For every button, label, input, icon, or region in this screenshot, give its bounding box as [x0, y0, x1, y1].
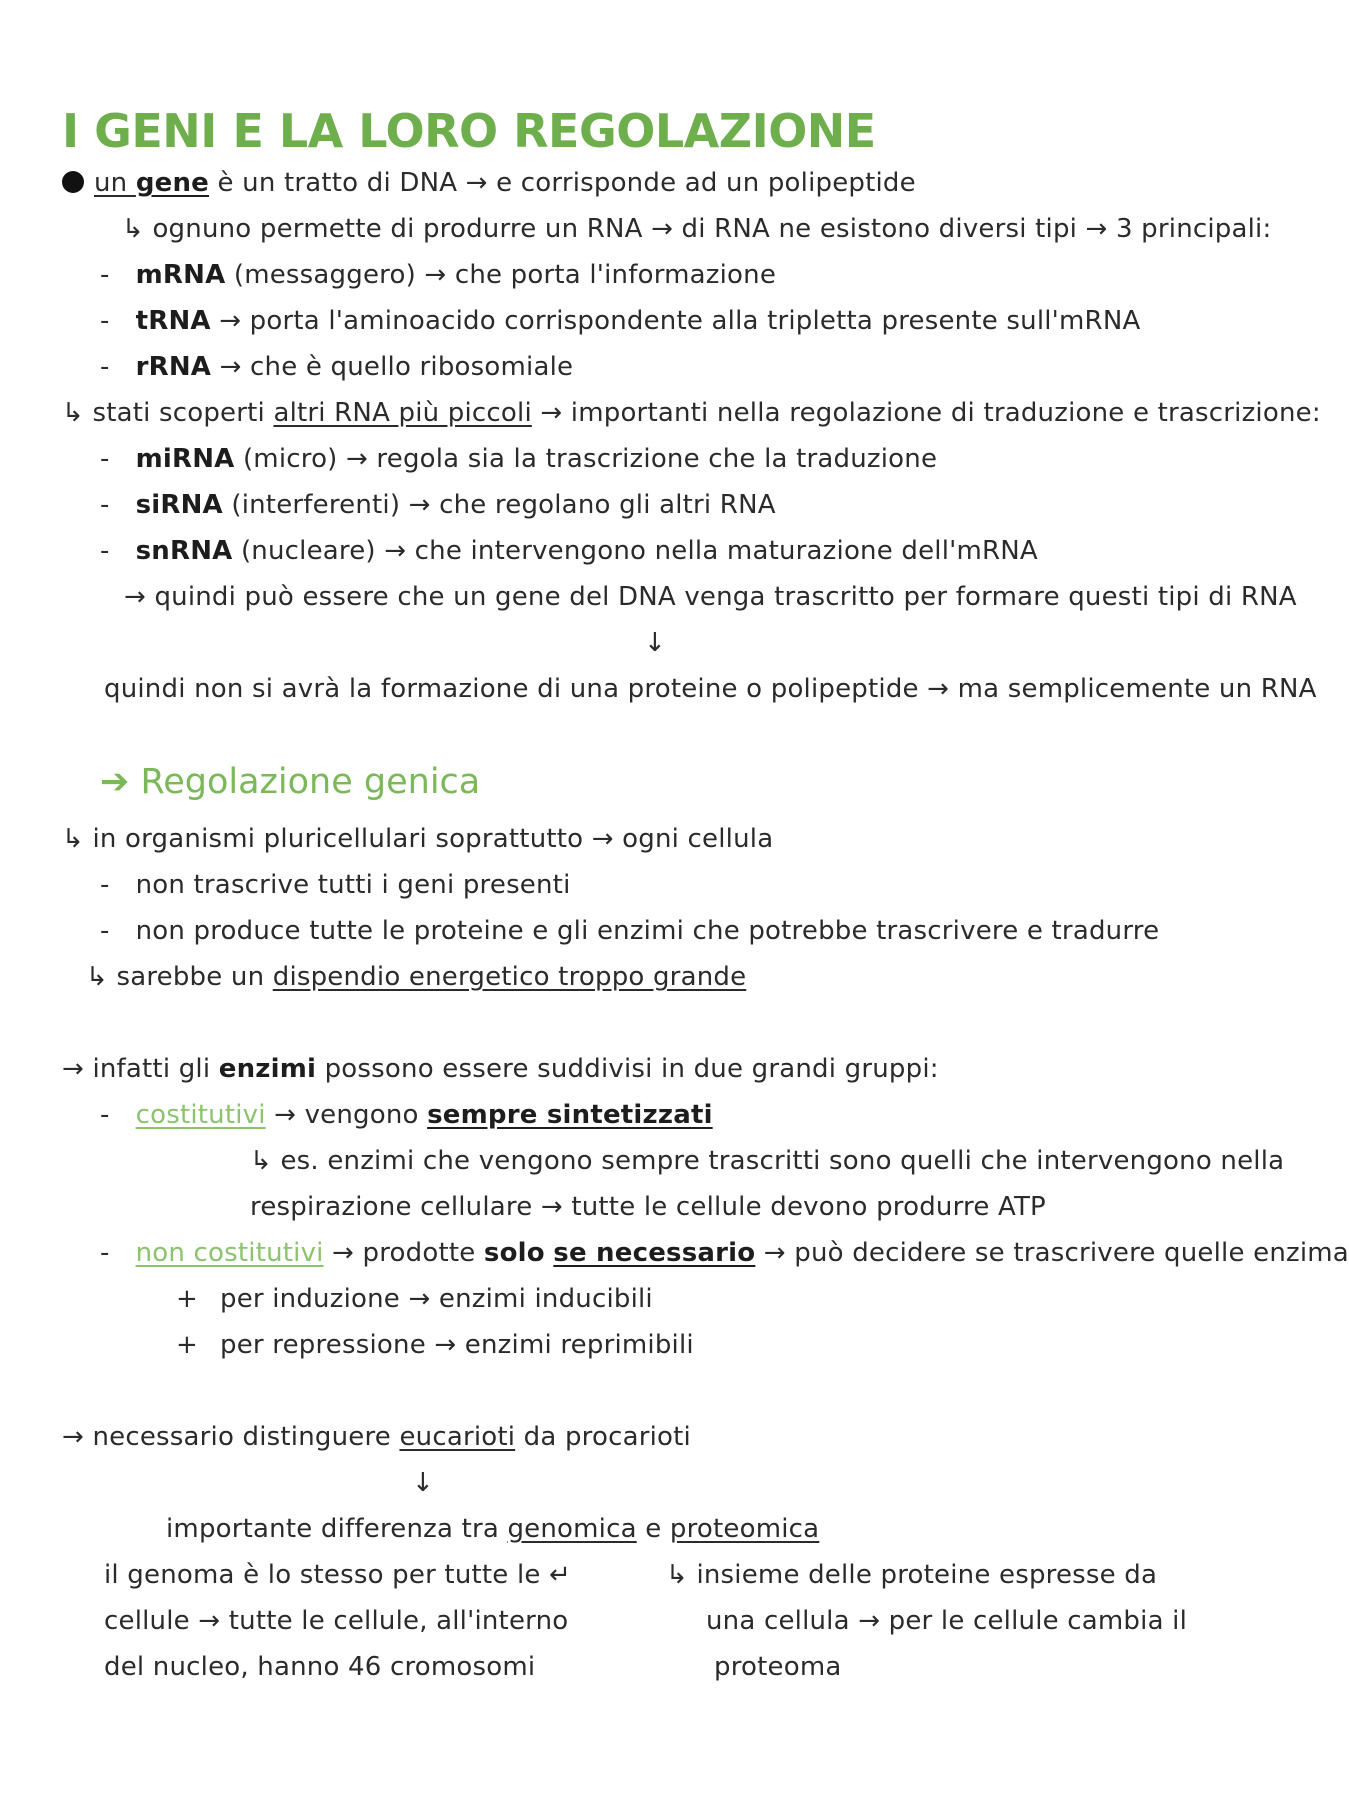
term: tRNA [135, 306, 211, 336]
text: → porta l'aminoacido corrispondente alla tripletta presente sull'mRNA [210, 306, 1141, 336]
text: → che è quello ribosomiale [211, 352, 574, 382]
list-item-mrna [100, 258, 776, 292]
line-conclusion: → quindi può essere che un gene del DNA venga trascritto per formare questi tipi di RNA [124, 582, 1297, 612]
list-item-sirna [100, 488, 776, 522]
list-item-mirna [100, 442, 937, 476]
dash: - [100, 870, 110, 900]
underlined-text: genomica [507, 1514, 637, 1544]
term: mRNA [135, 260, 226, 290]
term: siRNA [135, 490, 223, 520]
list-item-induction [176, 1282, 653, 1316]
term: sempre sintetizzati [427, 1100, 713, 1130]
text: non trascrive tutti i geni presenti [135, 870, 571, 900]
dash: - [100, 916, 110, 946]
list-item-trna [100, 304, 1140, 338]
dash: - [100, 260, 110, 290]
list-item-rrna [100, 350, 573, 384]
dash: - [100, 444, 110, 474]
line-example: ↳ es. enzimi che vengono sempre trascritti sono quelli che intervengono nella [250, 1146, 1285, 1176]
text: → infatti gli [62, 1054, 219, 1084]
text: (messaggero) → che porta l'informazione [225, 260, 777, 290]
text: → prodotte [323, 1238, 484, 1268]
left-col-line: del nucleo, hanno 46 cromosomi [104, 1652, 536, 1682]
line-genomics [166, 1512, 819, 1546]
left-col-line: il genoma è lo stesso per tutte le ↵ [104, 1560, 572, 1590]
list-item-constitutive [100, 1098, 713, 1132]
term: rRNA [135, 352, 212, 382]
term: miRNA [135, 444, 235, 474]
text: ↳ stati scoperti [62, 398, 274, 428]
text: non produce tutte le proteine e gli enzimi che potrebbe trascrivere e tradurre [135, 916, 1160, 946]
underlined-text: eucarioti [399, 1422, 516, 1452]
list-item-proteins [100, 914, 1159, 948]
right-col-line: proteoma [714, 1652, 842, 1682]
right-col-line: ↳ insieme delle proteine espresse da [666, 1560, 1158, 1590]
line-example-cont: respirazione cellulare → tutte le cellule devono produrre ATP [250, 1192, 1046, 1222]
term: se necessario [553, 1238, 756, 1268]
dash: - [100, 490, 110, 520]
text: (micro) → regola sia la trascrizione che la traduzione [234, 444, 938, 474]
text: → può decidere se trascrivere quelle enzima [755, 1238, 1349, 1268]
list-item-genes [100, 868, 571, 902]
text: → vengono [265, 1100, 428, 1130]
dash: - [100, 1100, 110, 1130]
text: → importanti nella regolazione di traduzione e trascrizione: [531, 398, 1321, 428]
list-item-snrna [100, 534, 1038, 568]
text: ↳ sarebbe un [86, 962, 273, 992]
list-item-non-constitutive [100, 1236, 1349, 1270]
text: da procarioti [515, 1422, 691, 1452]
term: enzimi [218, 1054, 317, 1084]
gene-term: gene [135, 168, 210, 198]
text: possono essere suddivisi in due grandi gruppi: [316, 1054, 939, 1084]
green-term: non costitutivi [135, 1238, 324, 1268]
underlined-text: proteomica [669, 1514, 820, 1544]
text: importante differenza tra [166, 1514, 508, 1544]
green-term: costitutivi [135, 1100, 266, 1130]
section-heading: ➔ Regolazione genica [100, 762, 481, 802]
term: snRNA [135, 536, 233, 566]
dash: - [100, 536, 110, 566]
dash: - [100, 1238, 110, 1268]
text: per induzione → enzimi inducibili [220, 1284, 653, 1314]
text: → necessario distinguere [62, 1422, 400, 1452]
text: un [94, 168, 136, 198]
line-small-rna [62, 396, 1321, 430]
line-gene-definition [62, 166, 916, 200]
underlined-text: altri RNA più piccoli [273, 398, 532, 428]
list-item-repression [176, 1328, 694, 1362]
line-rna-types: ↳ ognuno permette di produrre un RNA → di RNA ne esistono diversi tipi → 3 principali: [122, 214, 1272, 244]
plus: + [176, 1284, 198, 1314]
line-eukaryotes [62, 1420, 691, 1454]
text: è un tratto di DNA → e corrisponde ad un polipeptide [209, 168, 916, 198]
line-enzymes [62, 1052, 939, 1086]
line-no-protein: quindi non si avrà la formazione di una proteine o polipeptide → ma semplicemente un RNA [104, 674, 1317, 704]
term: solo [483, 1238, 545, 1268]
text: per repressione → enzimi reprimibili [220, 1330, 694, 1360]
arrow-down-icon: ↓ [412, 1468, 434, 1498]
text: (nucleare) → che intervengono nella maturazione dell'mRNA [232, 536, 1038, 566]
line-pluricellular: ↳ in organismi pluricellulari soprattutto → ogni cellula [62, 824, 774, 854]
page-title: I GENI E LA LORO REGOLAZIONE [62, 104, 876, 158]
plus: + [176, 1330, 198, 1360]
line-energy [86, 960, 746, 994]
underlined-text: dispendio energetico troppo grande [272, 962, 747, 992]
dash: - [100, 306, 110, 336]
text: (interferenti) → che regolano gli altri RNA [222, 490, 776, 520]
left-col-line: cellule → tutte le cellule, all'interno [104, 1606, 569, 1636]
bullet-dot-icon [62, 171, 84, 193]
text: e [636, 1514, 670, 1544]
arrow-down-icon: ↓ [644, 628, 666, 658]
right-col-line: una cellula → per le cellule cambia il [706, 1606, 1188, 1636]
dash: - [100, 352, 110, 382]
